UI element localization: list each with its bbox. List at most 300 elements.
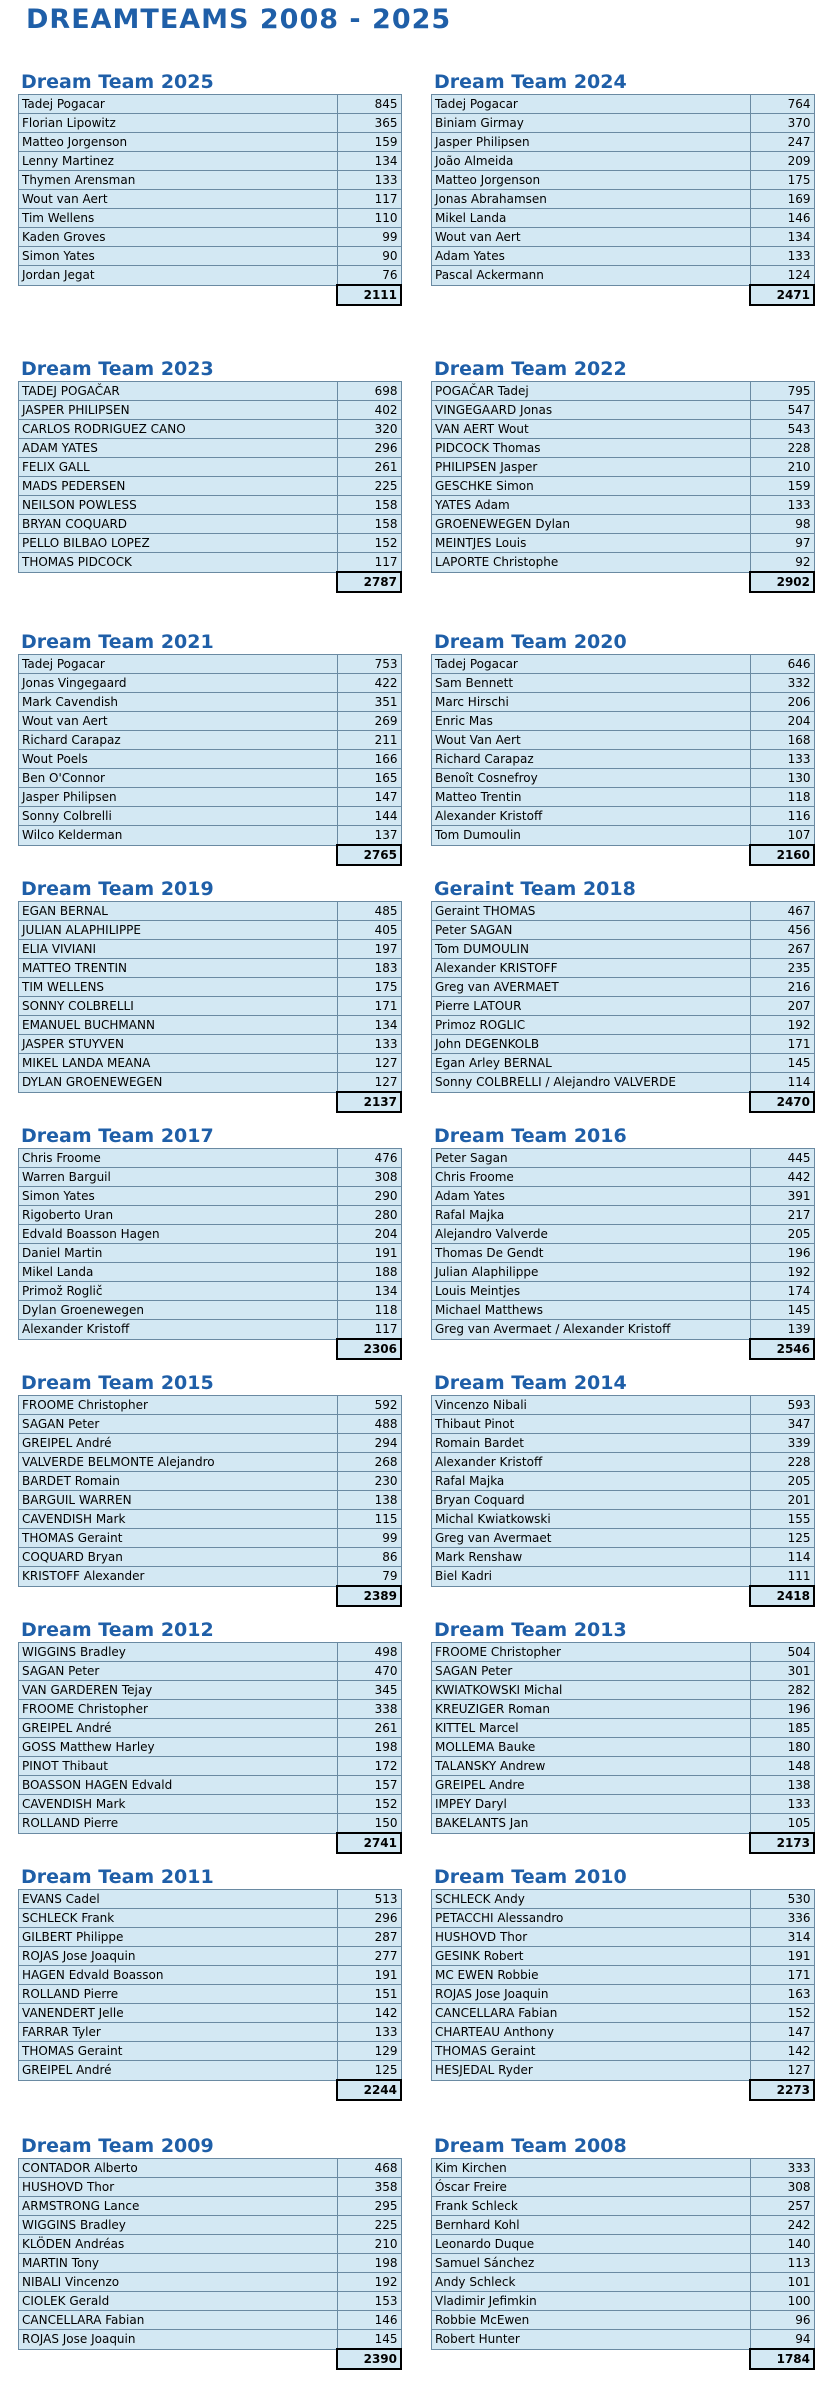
table-row: [432, 769, 815, 788]
table-row: [432, 1719, 815, 1738]
table-row: [432, 1909, 815, 1928]
rider-points: 144: [337, 807, 401, 826]
total-spacer: [432, 572, 751, 592]
team-table: [18, 2158, 402, 2370]
table-row: [19, 152, 402, 171]
rider-points: 339: [750, 1434, 814, 1453]
team-total: 2902: [750, 572, 814, 592]
rider-name: Tadej Pogacar: [432, 95, 751, 114]
table-row: [19, 1681, 402, 1700]
table-row: [19, 2004, 402, 2023]
table-row: [432, 439, 815, 458]
team-total: 2244: [337, 2080, 401, 2100]
table-row: [19, 171, 402, 190]
table-row: [432, 2023, 815, 2042]
rider-name: CAVENDISH Mark: [19, 1795, 338, 1814]
rider-points: 134: [337, 152, 401, 171]
total-row: [19, 1833, 402, 1853]
rider-name: Tadej Pogacar: [432, 655, 751, 674]
table-row: [19, 1643, 402, 1662]
rider-points: 133: [750, 496, 814, 515]
total-row: [432, 845, 815, 865]
rider-points: 110: [337, 209, 401, 228]
table-row: [19, 2330, 402, 2350]
table-row: [19, 1890, 402, 1909]
table-row: [19, 2254, 402, 2273]
team-table: [431, 1642, 815, 1854]
rider-points: 169: [750, 190, 814, 209]
table-row: [432, 534, 815, 553]
rider-points: 145: [750, 1054, 814, 1073]
rider-name: GREIPEL André: [19, 1719, 338, 1738]
rider-points: 157: [337, 1776, 401, 1795]
rider-points: 445: [750, 1149, 814, 1168]
total-row: [19, 572, 402, 592]
rider-points: 422: [337, 674, 401, 693]
table-row: [19, 2273, 402, 2292]
team-title: Dream Team 2019: [21, 878, 214, 900]
rider-points: 235: [750, 959, 814, 978]
rider-name: Biniam Girmay: [432, 114, 751, 133]
rider-name: Adam Yates: [432, 1187, 751, 1206]
table-row: [432, 788, 815, 807]
table-row: [19, 1187, 402, 1206]
rider-name: Julian Alaphilippe: [432, 1263, 751, 1282]
table-row: [432, 902, 815, 921]
rider-points: 242: [750, 2216, 814, 2235]
rider-name: PIDCOCK Thomas: [432, 439, 751, 458]
table-row: [432, 171, 815, 190]
team-title: Dream Team 2020: [434, 631, 627, 653]
rider-name: Ben O'Connor: [19, 769, 338, 788]
team-total: 2389: [337, 1586, 401, 1606]
rider-points: 192: [337, 2273, 401, 2292]
rider-name: Thibaut Pinot: [432, 1415, 751, 1434]
rider-points: 79: [337, 1567, 401, 1587]
team-title: Dream Team 2021: [21, 631, 214, 653]
team-title: Dream Team 2012: [21, 1619, 214, 1641]
table-row: [432, 1776, 815, 1795]
rider-points: 168: [750, 731, 814, 750]
rider-points: 530: [750, 1890, 814, 1909]
rider-name: THOMAS Geraint: [432, 2042, 751, 2061]
table-row: [432, 382, 815, 401]
rider-points: 347: [750, 1415, 814, 1434]
rider-points: 391: [750, 1187, 814, 1206]
rider-name: ARMSTRONG Lance: [19, 2197, 338, 2216]
rider-points: 205: [750, 1225, 814, 1244]
table-row: [19, 940, 402, 959]
rider-points: 206: [750, 693, 814, 712]
table-row: [19, 1415, 402, 1434]
rider-points: 513: [337, 1890, 401, 1909]
rider-points: 153: [337, 2292, 401, 2311]
rider-name: FELIX GALL: [19, 458, 338, 477]
team-block: [18, 357, 402, 593]
total-row: [19, 1092, 402, 1112]
team-block: [431, 630, 815, 866]
rider-points: 159: [750, 477, 814, 496]
rider-points: 485: [337, 902, 401, 921]
table-row: [432, 2292, 815, 2311]
rider-points: 498: [337, 1643, 401, 1662]
rider-name: PETACCHI Alessandro: [432, 1909, 751, 1928]
rider-points: 188: [337, 1263, 401, 1282]
table-row: [19, 1149, 402, 1168]
rider-points: 133: [337, 171, 401, 190]
rider-points: 171: [337, 997, 401, 1016]
rider-name: HAGEN Edvald Boasson: [19, 1966, 338, 1985]
team-total: 2111: [337, 285, 401, 305]
rider-points: 405: [337, 921, 401, 940]
rider-points: 134: [337, 1016, 401, 1035]
rider-points: 296: [337, 439, 401, 458]
table-row: [432, 1681, 815, 1700]
total-spacer: [19, 2349, 338, 2369]
rider-points: 197: [337, 940, 401, 959]
rider-points: 163: [750, 1985, 814, 2004]
team-title: Dream Team 2008: [434, 2135, 627, 2157]
rider-points: 140: [750, 2235, 814, 2254]
team-block: [18, 1618, 402, 1854]
team-total: 1784: [750, 2349, 814, 2369]
table-row: [19, 978, 402, 997]
table-row: [19, 1757, 402, 1776]
total-spacer: [432, 1339, 751, 1359]
table-row: [432, 1301, 815, 1320]
table-row: [432, 553, 815, 573]
rider-points: 152: [750, 2004, 814, 2023]
rider-points: 133: [750, 750, 814, 769]
rider-points: 115: [337, 1510, 401, 1529]
rider-name: John DEGENKOLB: [432, 1035, 751, 1054]
table-row: [432, 1472, 815, 1491]
rider-name: Richard Carapaz: [19, 731, 338, 750]
rider-points: 152: [337, 1795, 401, 1814]
rider-name: MATTEO TRENTIN: [19, 959, 338, 978]
table-row: [432, 1225, 815, 1244]
total-row: [19, 1339, 402, 1359]
total-spacer: [19, 2080, 338, 2100]
table-row: [432, 1662, 815, 1681]
table-row: [19, 807, 402, 826]
rider-points: 146: [750, 209, 814, 228]
rider-points: 151: [337, 1985, 401, 2004]
rider-points: 698: [337, 382, 401, 401]
rider-name: Tadej Pogacar: [19, 95, 338, 114]
rider-name: Matteo Jorgenson: [19, 133, 338, 152]
rider-name: SONNY COLBRELLI: [19, 997, 338, 1016]
rider-points: 261: [337, 1719, 401, 1738]
rider-points: 370: [750, 114, 814, 133]
rider-points: 204: [750, 712, 814, 731]
table-row: [432, 2235, 815, 2254]
total-spacer: [19, 1092, 338, 1112]
table-row: [19, 1719, 402, 1738]
team-block: [18, 1124, 402, 1360]
table-row: [19, 731, 402, 750]
table-row: [19, 1282, 402, 1301]
rider-points: 753: [337, 655, 401, 674]
table-row: [19, 921, 402, 940]
total-row: [432, 1339, 815, 1359]
rider-name: DYLAN GROENEWEGEN: [19, 1073, 338, 1093]
rider-points: 456: [750, 921, 814, 940]
rider-name: Florian Lipowitz: [19, 114, 338, 133]
total-row: [19, 285, 402, 305]
rider-name: Andy Schleck: [432, 2273, 751, 2292]
table-row: [432, 1510, 815, 1529]
rider-name: Jonas Abrahamsen: [432, 190, 751, 209]
table-row: [432, 693, 815, 712]
team-block: [18, 630, 402, 866]
total-row: [432, 2349, 815, 2369]
table-row: [19, 496, 402, 515]
team-total: 2741: [337, 1833, 401, 1853]
table-row: [432, 2159, 815, 2178]
rider-points: 336: [750, 1909, 814, 1928]
rider-points: 308: [337, 1168, 401, 1187]
rider-points: 139: [750, 1320, 814, 1340]
table-row: [19, 1396, 402, 1415]
rider-points: 117: [337, 190, 401, 209]
rider-name: COQUARD Bryan: [19, 1548, 338, 1567]
rider-points: 117: [337, 553, 401, 573]
rider-points: 129: [337, 2042, 401, 2061]
rider-points: 468: [337, 2159, 401, 2178]
table-row: [432, 1814, 815, 1834]
rider-name: CHARTEAU Anthony: [432, 2023, 751, 2042]
rider-points: 476: [337, 1149, 401, 1168]
table-row: [432, 921, 815, 940]
table-row: [432, 95, 815, 114]
total-spacer: [432, 1092, 751, 1112]
team-total: 2390: [337, 2349, 401, 2369]
table-row: [19, 1567, 402, 1587]
table-row: [432, 2042, 815, 2061]
rider-points: 205: [750, 1472, 814, 1491]
table-row: [432, 1757, 815, 1776]
rider-name: Vincenzo Nibali: [432, 1396, 751, 1415]
rider-points: 191: [337, 1244, 401, 1263]
team-block: [18, 70, 402, 306]
rider-points: 247: [750, 133, 814, 152]
rider-name: GOSS Matthew Harley: [19, 1738, 338, 1757]
total-spacer: [19, 1339, 338, 1359]
table-row: [432, 655, 815, 674]
rider-points: 267: [750, 940, 814, 959]
table-row: [432, 1415, 815, 1434]
total-spacer: [432, 845, 751, 865]
rider-name: HESJEDAL Ryder: [432, 2061, 751, 2081]
table-row: [432, 1738, 815, 1757]
rider-points: 114: [750, 1548, 814, 1567]
table-row: [19, 1662, 402, 1681]
team-title: Dream Team 2016: [434, 1125, 627, 1147]
rider-points: 192: [750, 1263, 814, 1282]
rider-name: Robert Hunter: [432, 2330, 751, 2350]
rider-points: 145: [750, 1301, 814, 1320]
rider-name: BARGUIL WARREN: [19, 1491, 338, 1510]
rider-points: 150: [337, 1814, 401, 1834]
total-spacer: [19, 285, 338, 305]
total-row: [432, 2080, 815, 2100]
team-total: 2787: [337, 572, 401, 592]
rider-name: Warren Barguil: [19, 1168, 338, 1187]
table-row: [19, 190, 402, 209]
total-spacer: [432, 2080, 751, 2100]
total-row: [432, 1092, 815, 1112]
rider-name: Chris Froome: [432, 1168, 751, 1187]
team-title: Dream Team 2010: [434, 1866, 627, 1888]
rider-name: CANCELLARA Fabian: [432, 2004, 751, 2023]
team-table: [18, 94, 402, 306]
table-row: [19, 2311, 402, 2330]
rider-name: THOMAS Geraint: [19, 1529, 338, 1548]
team-total: 2470: [750, 1092, 814, 1112]
rider-name: Wilco Kelderman: [19, 826, 338, 846]
total-row: [432, 1586, 815, 1606]
rider-points: 211: [337, 731, 401, 750]
rider-points: 86: [337, 1548, 401, 1567]
table-row: [432, 2311, 815, 2330]
rider-points: 166: [337, 750, 401, 769]
rider-points: 138: [337, 1491, 401, 1510]
rider-name: Kaden Groves: [19, 228, 338, 247]
table-row: [19, 1320, 402, 1340]
total-row: [432, 285, 815, 305]
rider-name: Thymen Arensman: [19, 171, 338, 190]
rider-name: GROENEWEGEN Dylan: [432, 515, 751, 534]
rider-points: 201: [750, 1491, 814, 1510]
rider-name: Alexander Kristoff: [432, 1453, 751, 1472]
rider-points: 152: [337, 534, 401, 553]
table-row: [19, 769, 402, 788]
rider-points: 198: [337, 1738, 401, 1757]
rider-points: 138: [750, 1776, 814, 1795]
table-row: [432, 190, 815, 209]
table-row: [432, 1966, 815, 1985]
table-row: [432, 2004, 815, 2023]
table-row: [19, 997, 402, 1016]
rider-points: 216: [750, 978, 814, 997]
team-table: [18, 381, 402, 593]
rider-points: 209: [750, 152, 814, 171]
total-row: [432, 1833, 815, 1853]
rider-points: 332: [750, 674, 814, 693]
rider-points: 175: [750, 171, 814, 190]
team-title: Geraint Team 2018: [434, 878, 636, 900]
table-row: [19, 477, 402, 496]
table-row: [19, 1491, 402, 1510]
rider-name: VANENDERT Jelle: [19, 2004, 338, 2023]
rider-name: Marc Hirschi: [432, 693, 751, 712]
table-row: [432, 1073, 815, 1093]
table-row: [432, 1320, 815, 1340]
rider-name: Chris Froome: [19, 1149, 338, 1168]
table-row: [432, 1548, 815, 1567]
rider-points: 107: [750, 826, 814, 846]
rider-points: 290: [337, 1187, 401, 1206]
team-total: 2160: [750, 845, 814, 865]
table-row: [19, 382, 402, 401]
rider-name: Geraint THOMAS: [432, 902, 751, 921]
table-row: [432, 959, 815, 978]
table-row: [19, 228, 402, 247]
team-total: 2546: [750, 1339, 814, 1359]
rider-points: 127: [337, 1073, 401, 1093]
rider-name: ROLLAND Pierre: [19, 1985, 338, 2004]
table-row: [19, 1035, 402, 1054]
rider-points: 338: [337, 1700, 401, 1719]
rider-name: MARTIN Tony: [19, 2254, 338, 2273]
rider-name: Tadej Pogacar: [19, 655, 338, 674]
table-row: [19, 247, 402, 266]
rider-points: 118: [750, 788, 814, 807]
rider-points: 287: [337, 1928, 401, 1947]
rider-name: SAGAN Peter: [19, 1415, 338, 1434]
rider-name: FROOME Christopher: [19, 1396, 338, 1415]
rider-name: Wout Poels: [19, 750, 338, 769]
rider-name: GREIPEL Andre: [432, 1776, 751, 1795]
rider-points: 124: [750, 266, 814, 286]
team-block: [18, 877, 402, 1113]
table-row: [19, 1225, 402, 1244]
table-row: [19, 439, 402, 458]
table-row: [19, 534, 402, 553]
table-row: [19, 1434, 402, 1453]
rider-name: Greg van AVERMAET: [432, 978, 751, 997]
rider-name: GESINK Robert: [432, 1947, 751, 1966]
rider-name: IMPEY Daryl: [432, 1795, 751, 1814]
team-title: Dream Team 2011: [21, 1866, 214, 1888]
table-row: [19, 1453, 402, 1472]
rider-name: SCHLECK Andy: [432, 1890, 751, 1909]
table-row: [19, 2178, 402, 2197]
table-row: [432, 1149, 815, 1168]
rider-name: SAGAN Peter: [19, 1662, 338, 1681]
rider-name: Alexander KRISTOFF: [432, 959, 751, 978]
total-row: [19, 2349, 402, 2369]
rider-points: 145: [337, 2330, 401, 2350]
table-row: [432, 2178, 815, 2197]
total-spacer: [432, 2349, 751, 2369]
rider-name: Tom DUMOULIN: [432, 940, 751, 959]
table-row: [432, 515, 815, 534]
rider-points: 116: [750, 807, 814, 826]
rider-points: 118: [337, 1301, 401, 1320]
rider-name: Samuel Sánchez: [432, 2254, 751, 2273]
team-total: 2765: [337, 845, 401, 865]
rider-name: Primoz ROGLIC: [432, 1016, 751, 1035]
team-table: [431, 94, 815, 306]
rider-points: 207: [750, 997, 814, 1016]
team-table: [18, 1148, 402, 1360]
rider-name: CAVENDISH Mark: [19, 1510, 338, 1529]
table-row: [19, 712, 402, 731]
rider-points: 269: [337, 712, 401, 731]
team-total: 2306: [337, 1339, 401, 1359]
team-total: 2471: [750, 285, 814, 305]
rider-name: Jasper Philipsen: [19, 788, 338, 807]
rider-name: Sonny COLBRELLI / Alejandro VALVERDE: [432, 1073, 751, 1093]
rider-name: Óscar Freire: [432, 2178, 751, 2197]
table-row: [19, 401, 402, 420]
table-row: [432, 247, 815, 266]
rider-points: 76: [337, 266, 401, 286]
rider-name: YATES Adam: [432, 496, 751, 515]
rider-points: 543: [750, 420, 814, 439]
